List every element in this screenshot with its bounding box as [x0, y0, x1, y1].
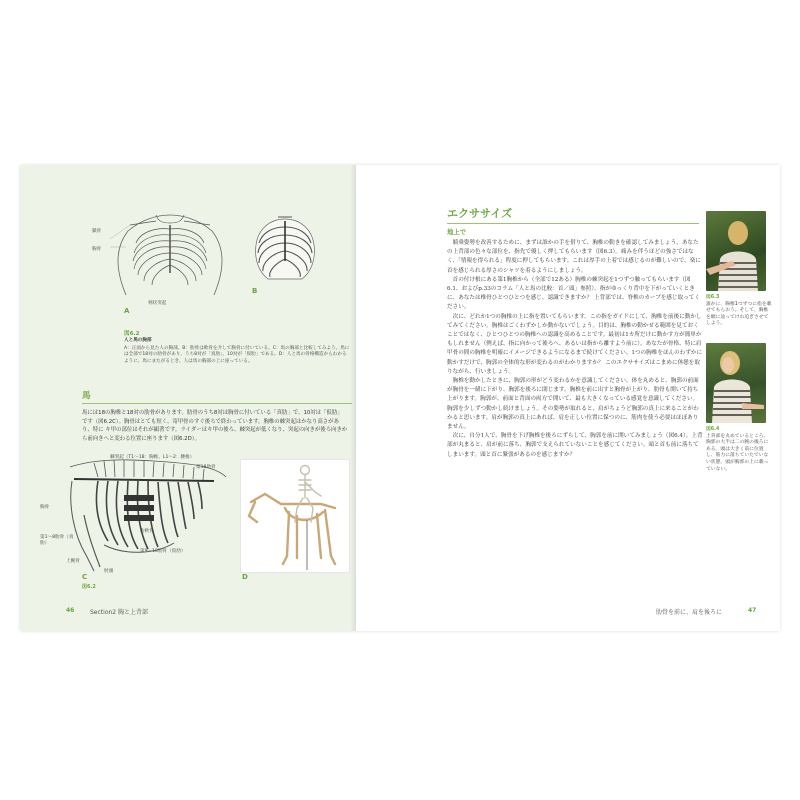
horse-label-top-right: 第18肋骨: [196, 465, 216, 470]
figure-a-label: A: [124, 307, 130, 315]
label-xiphoid: 剣状突起: [148, 301, 167, 306]
folio-number-right: 47: [748, 607, 757, 614]
caption-id: 図6.2: [124, 331, 140, 337]
photo1-caption-id: 図6.3: [706, 295, 720, 300]
photo1-caption-text: 誰かに、胸椎1つずつに指を載せてもらおう。そして、胸椎を順に辿ってけれ迫ぎさせてしよう。: [706, 301, 772, 327]
title-rule: [447, 223, 699, 224]
photo-back-touch: [706, 211, 766, 291]
caption-title: 人と馬の胸部: [124, 338, 152, 343]
horse-label-elbow: 肘頭: [104, 569, 114, 574]
human-ribcage-illustration: [106, 211, 236, 297]
horse-label-cartilage: 肋軟骨: [140, 529, 154, 534]
section-rule: [82, 403, 352, 404]
horse-rider-skeleton-photo: [240, 459, 350, 573]
photo2-caption: [706, 427, 772, 473]
figure-c-sub: 図6.2: [82, 584, 96, 590]
horse-label-rib9: 第9〜18肋骨（仮肋）: [140, 549, 186, 554]
folio-text-left: Section2 胸と上背部: [90, 609, 149, 616]
ribcage-illustration: [248, 213, 322, 283]
figure-c-label: C: [82, 573, 88, 581]
folio-text-right: 肋骨を前に、肩を後ろに: [656, 609, 723, 616]
horse-label-forearm: 上腕骨: [66, 559, 80, 564]
horse-label-rib1: 第1〜8肋骨（真肋）: [40, 535, 74, 547]
photo1-caption: [706, 295, 772, 328]
photo2-caption-text: 上背部を丸めているところ。胸郭の大半は二の腕の後ろにある。頭は大きく前に位置し、筋力に落ちていたでいない状態、頭が胸郭の上に載っていない。: [706, 433, 769, 472]
sub-heading: 地上で: [447, 228, 467, 236]
horse-label-sternum: 胸骨: [40, 505, 50, 510]
section-heading: 馬: [82, 391, 91, 401]
horse-label-top: 棘突起（T1〜18：胸椎、L1〜2：腰椎）: [110, 455, 195, 460]
photo2-caption-id: 図6.4: [706, 427, 720, 432]
paragraph-5: 次に、自分1人で、胸骨を下げ胸椎を後ろにずらして、胸郭を前に開いてみましょう（図6.4）。上背部が丸まると、肩が前に落ち、胸郭で支えられていないことを感じてください。頭と首も前に落ちてしまいます。頭と首に緊張があるのを感じますか？: [447, 433, 703, 458]
paragraph-1: 騎乗姿勢を改善するために、まずは誰かの手を借りて、胸椎の動きを確認してみましょう。あなたの上背部の色々な部位を、指先で優しく押してもらいます（図6.3）。痛みを伴うほどの強さではなく、「情報を得られる」程度に押してもらいます。これは厚手の上着では感じるのが難しいので、楽に首を感じられる厚さのシャツを着るようにしましょう。: [447, 240, 701, 274]
folio-number-left: 46: [66, 607, 75, 614]
paragraph-3: 次に、どれか1つの胸椎の上に指を置いてもらいます。この指をガイドにして、胸椎を前後に動かしてみてください。胸椎はごくわずかしか動かないでしょう。目的は、胸椎の動かせる範囲を見ておくことではなく、ひとつひとつの胸椎への認識を高めることです。最初は1カ所だけに動かす方が簡単かもしれません（例えば、指に向かって後ろへ、あるいは指から離すよう前に）。あなたが骨格、特に肩甲骨の間の胸椎を明確にイメージできるようになるまで続けてください。1つの胸椎をほんのわずかに動かすだけで、胸郭の全体的な形が変わるのがわかりますか？ このエクササイズはこまめに休憩を取りながら、行いましょう。: [447, 313, 703, 375]
figure-b-label: B: [252, 287, 258, 295]
paragraph-2: 首の付け根にある第1胸椎から（全部で12ある）胸椎の棘突起を1つずつ触ってもらいます（図6.1、およびp.33のコラム「人と馬の比較：首／頭」参照）。指がゆっくり背中を下がっていくときに、あなたは椎骨ひとつひとつを感じ、認識できますか？ 上背部では、脊椎のカーブを感じ取ってください。: [447, 276, 700, 311]
label-sternum-human: 胸骨: [92, 247, 102, 252]
body-text: [447, 239, 703, 460]
photo-rounded-back: [706, 343, 766, 423]
label-clavicle: 鎖骨: [92, 229, 102, 234]
book-spread: [20, 165, 780, 631]
section-text: 馬には18の胸椎と18対の肋骨があります。肋骨のうち8対は胸骨に付いている「真肋」で、10対は「仮肋」です（図6.2C）。胸骨はとても短く、寄甲骨のすぐ後ろで終わっています。胸椎の棘突起はかなり高さがあり、特に キ甲の部位はそれが顕著です。ライダーはキ甲の後ろ、棘突起が低くなり、突起の向きが後ろ向きから前向きへと変わる位置に座ります（図6.2D）。: [82, 410, 348, 442]
left-page: [20, 165, 356, 631]
right-page: [356, 165, 780, 631]
paragraph-4: 胸椎を動かしたときに、胸郭の形がどう変わるかを意識してください。体を丸めると、胸郭の前面が胸骨を一緒に下がり、胸郭を後ろに閉じます。胸椎を前に出すと胸骨が上がり、肋骨も開いて持ち上がります。胸郭が、前面と背面の両方で開いて、最も大きくなっている感覚を意識してください。胸郭を少しずつ動かし続けましょう。その姿勢が取れると、肩がちょうど胸郭の真上に来ることがわかると思います。肩が胸郭の真上にあれば、肩を正しい位置に保つのに、筋肉を使う必要はほぼありません。: [447, 378, 699, 431]
caption-text: A：正面から見た人の胸部。B：肋骨は軟骨を介して胸骨に付いている。C：馬の胸部と比較してみよう。馬には全部で18対の肋骨があり、うち8対が「真肋」、10対が「仮肋」である。D：人と馬の骨格構造からわかるように、馬にまたがるとき、人は馬の胸部の上に座っている。: [124, 346, 350, 364]
figure-d-label: D: [242, 573, 248, 581]
exercise-title: エクササイズ: [447, 207, 513, 220]
